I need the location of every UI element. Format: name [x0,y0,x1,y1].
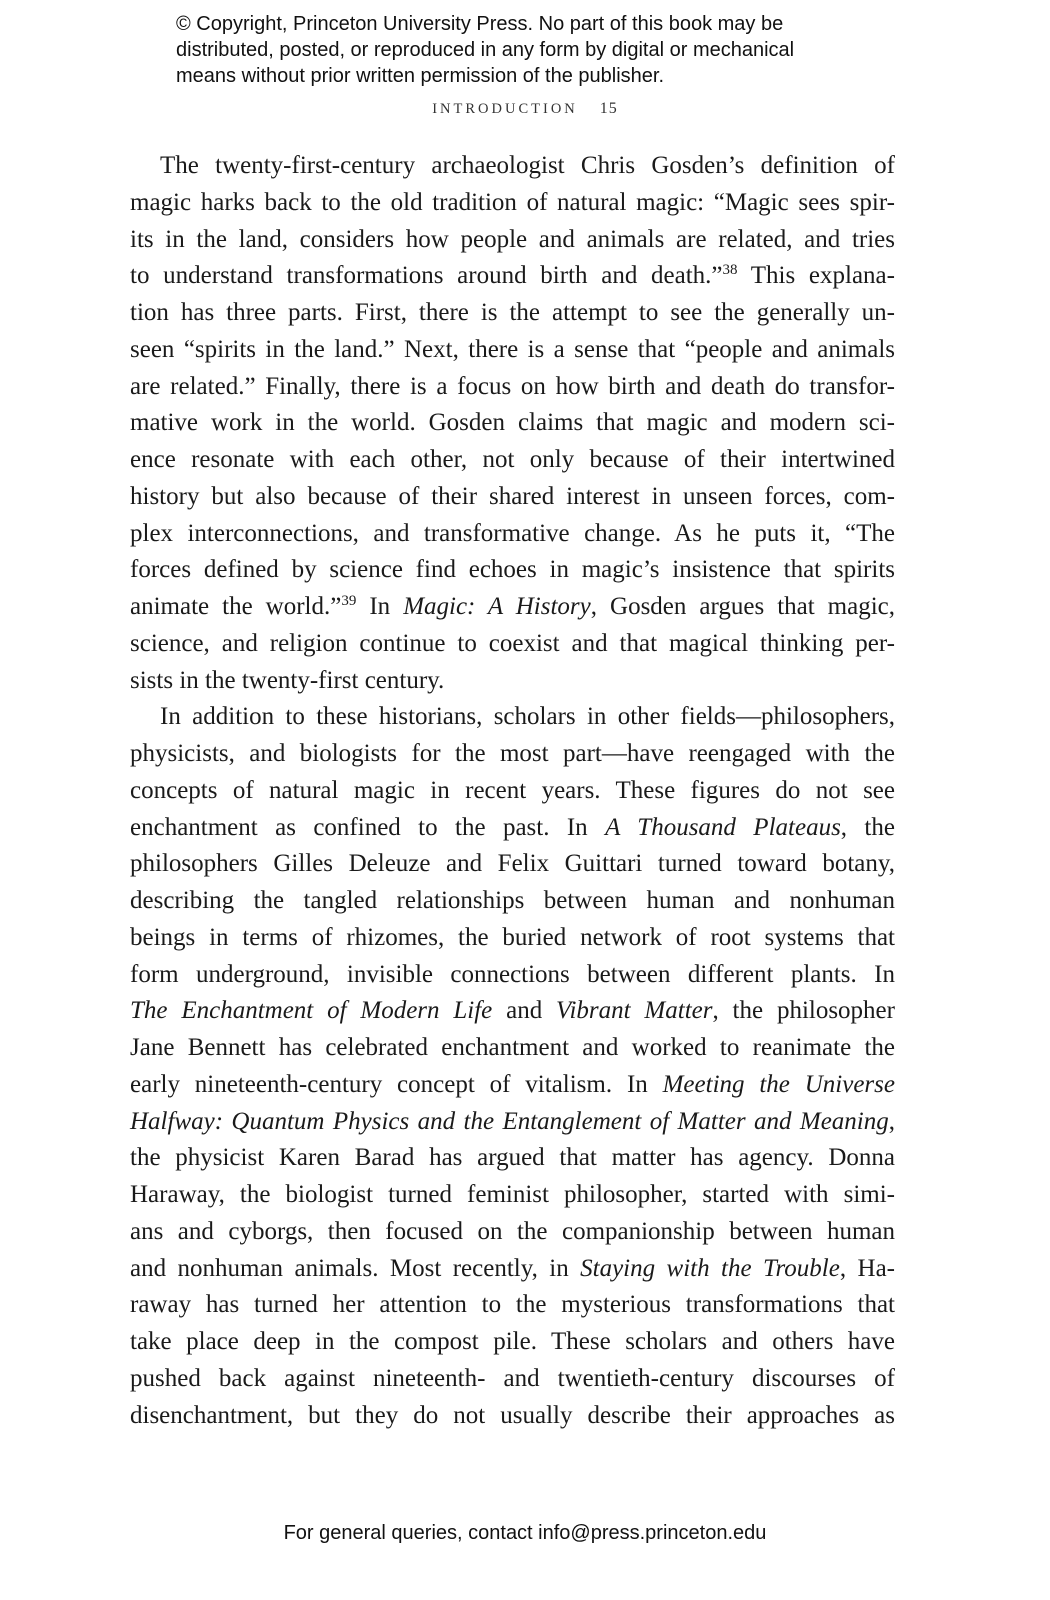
text-line [130,1361,895,1398]
text-run: concepts of natural magic in recent years. These figures do not see [130,776,895,804]
text-line [130,442,895,479]
text-run: , [888,1107,895,1135]
text-run: , the philosopher [712,997,895,1025]
text-run: forces defined by science find echoes in magic’s insistence that spirits [130,556,895,584]
text-line [130,185,895,222]
text-run: science, and religion continue to coexist and that magical thinking per- [130,629,895,657]
text-run: Haraway, the biologist turned feminist philosopher, started with simi- [130,1181,895,1208]
italic-title: Vibrant Matter [556,997,713,1025]
italic-title: Halfway: Quantum Physics and the Entanglement of Matter and Meaning [130,1107,889,1135]
text-line [130,920,895,957]
text-run: The twenty-first-century archaeologist Chris Gosden’s definition of [160,152,895,179]
text-line [130,332,895,369]
text-run: This explana- [737,262,895,290]
text-run: magic harks back to the old tradition of natural magic: “Magic sees spir- [130,188,895,216]
text-line [130,736,895,773]
copyright-line: © Copyright, Princeton University Press. No part of this book may be [176,13,784,35]
text-line [130,1398,895,1435]
text-line [130,1214,895,1251]
chapter-title: INTRODUCTION [432,101,578,117]
text-line [130,1067,895,1104]
text-run: sists in the twenty-first century. [130,666,445,694]
text-run: form underground, invisible connections between different plants. In [130,960,895,988]
text-run: , the [840,813,895,841]
text-line [130,295,895,332]
text-run: , Gosden argues that magic, [590,593,896,620]
text-line [130,810,895,847]
text-run: In addition to these historians, scholars in other fields—philosophers, [160,703,895,731]
text-run: physicists, and biologists for the most part—have reengaged with the [130,740,895,767]
text-run: In [356,593,404,620]
text-line [130,258,895,295]
text-run: and nonhuman animals. Most recently, in [130,1254,581,1282]
text-run: ence resonate with each other, not only because of their intertwined [130,446,895,473]
footer-contact: For general queries, contact info@press.princeton.edu [283,1522,767,1544]
text-line [130,369,895,406]
text-line [130,1324,895,1361]
text-line [130,1287,895,1324]
text-line [130,516,895,553]
text-run: raway has turned her attention to the mysterious transformations that [130,1291,895,1319]
italic-title: Staying with the Trouble [580,1254,840,1282]
running-head [0,100,1050,118]
text-line [130,846,895,883]
text-run: early nineteenth-century concept of vitalism. In [130,1070,663,1098]
text-run: seen “spirits in the land.” Next, there is a sense that “people and animals [130,335,895,363]
text-run: the physicist Karen Barad has argued that matter has agency. Donna [130,1144,895,1172]
footnote-ref: 39 [341,593,357,609]
text-run: , Ha- [839,1254,895,1282]
text-line [130,883,895,920]
copyright-line: means without prior written permission of the publisher. [176,65,665,87]
text-line [130,1140,895,1177]
text-line [130,957,895,994]
text-line [130,1177,895,1214]
copyright-line: distributed, posted, or reproduced in any form by digital or mechanical [176,39,795,61]
text-line [130,148,895,185]
text-run: philosophers Gilles Deleuze and Felix Guittari turned toward botany, [130,850,895,878]
text-run: to understand transformations around birth and death.” [130,262,723,290]
text-run: ans and cyborgs, then focused on the companionship between human [130,1217,895,1245]
text-run: take place deep in the compost pile. These scholars and others have [130,1328,895,1355]
text-line [130,663,895,700]
text-run: tion has three parts. First, there is the attempt to see the generally un- [130,299,895,326]
text-run: and [492,997,557,1025]
italic-title: Meeting the Universe [662,1070,895,1098]
text-line [130,222,895,259]
text-run: beings in terms of rhizomes, the buried network of root systems that [130,923,895,951]
text-run: enchantment as confined to the past. In [130,813,606,841]
italic-title: Magic: A History [403,593,591,620]
italic-title: A Thousand Plateaus [605,813,841,841]
text-line [130,405,895,442]
body-text [130,148,895,1434]
footnote-ref: 38 [722,262,738,279]
text-run: its in the land, considers how people and animals are related, and tries [130,225,895,253]
text-run: animate the world.” [130,593,342,620]
text-run: describing the tangled relationships between human and nonhuman [130,887,895,914]
text-line [130,773,895,810]
text-run: plex interconnections, and transformative change. As he puts it, “The [130,519,895,547]
text-line [130,1251,895,1288]
text-run: are related.” Finally, there is a focus on how birth and death do transfor- [130,372,895,400]
page-number: 15 [599,100,618,117]
text-run: mative work in the world. Gosden claims that magic and modern sci- [130,409,895,437]
text-line [130,589,895,626]
copyright-notice [176,11,794,89]
text-line [130,993,895,1030]
text-line [130,699,895,736]
text-line [130,479,895,516]
text-line [130,1104,895,1141]
text-run: disenchantment, but they do not usually describe their approaches as [130,1401,895,1429]
text-run: history but also because of their shared interest in unseen forces, com- [130,482,895,510]
text-run: Jane Bennett has celebrated enchantment and worked to reanimate the [130,1034,895,1061]
text-run: pushed back against nineteenth- and twentieth-century discourses of [130,1364,895,1392]
text-line [130,552,895,589]
text-line [130,626,895,663]
text-line [130,1030,895,1067]
italic-title: The Enchantment of Modern Life [130,997,493,1025]
